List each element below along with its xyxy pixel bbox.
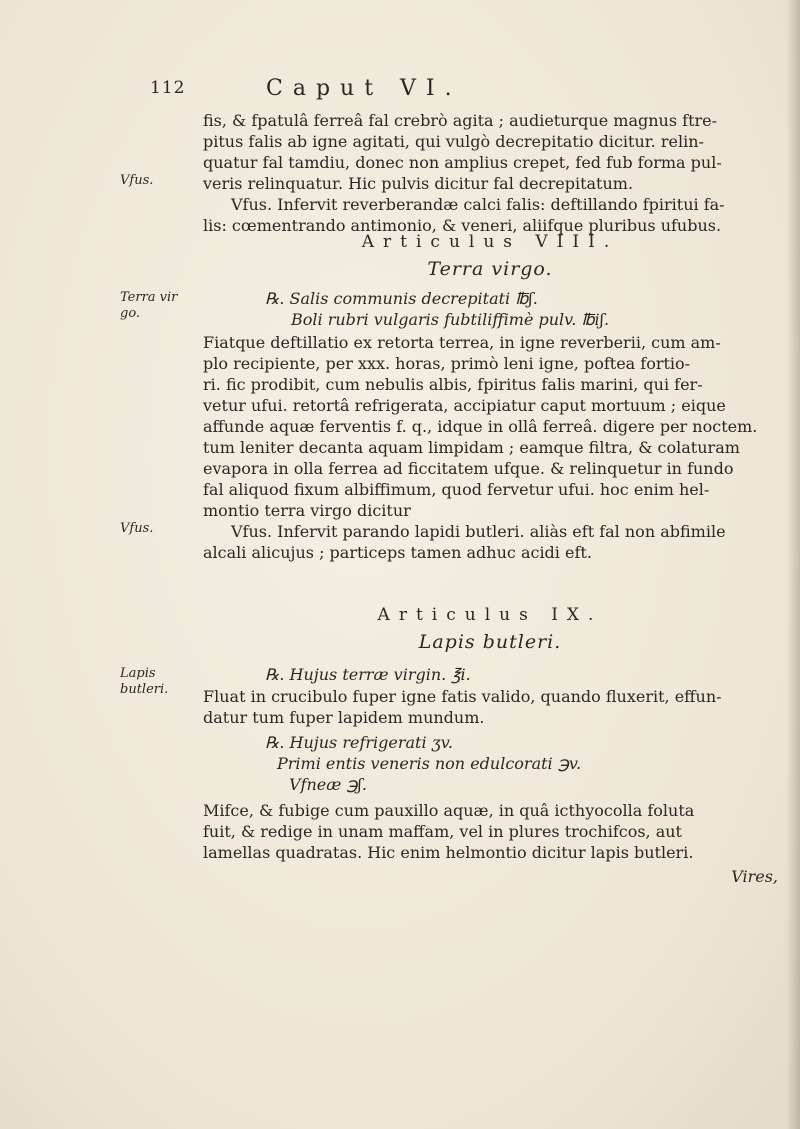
article-9-subtitle: Lapis butleri. <box>418 631 562 653</box>
article-8-subtitle: Terra virgo. <box>427 258 553 280</box>
article-9-recipe <box>265 664 765 685</box>
recipe-line: Primi entis veneris non edulcorati ℈v. <box>277 754 582 773</box>
page-header <box>150 76 770 106</box>
margin-note-lapis-butleri: Lapis butleri. <box>120 666 169 697</box>
article-9-text-b <box>203 800 778 863</box>
text-line: ri. fic prodibit, cum nebulis albis, fpiritus falis marini, qui fer- <box>203 375 703 394</box>
text-line: montio terra virgo dicitur <box>203 501 411 520</box>
text-line: lis: cœmentrando antimonio, & veneri, aliifque pluribus ufubus. <box>203 216 722 235</box>
text-line: alcali alicujus ; particeps tamen adhuc acidi eft. <box>203 543 592 562</box>
section1-text <box>203 110 778 236</box>
text-line: fuit, & redige in unam maffam, vel in plures trochifcos, aut <box>203 822 682 841</box>
text-line: Vfus. Infervit parando lapidi butleri. aliàs eft fal non abfimile <box>231 522 726 541</box>
text-line: Fiatque deftillatio ex retorta terrea, in igne reverberii, cum am- <box>203 333 721 352</box>
text-line: fis, & fpatulâ ferreâ fal crebrò agita ; audieturque magnus ftre- <box>203 111 718 130</box>
text-line: affunde aquæ ferventis f. q., idque in ollâ ferreâ. digere per noctem. <box>203 417 758 436</box>
text-line: lamellas quadratas. Hic enim helmontio dicitur lapis butleri. <box>203 843 694 862</box>
text-line: Vfus. Infervit reverberandæ calci falis: deftillando fpiritui fa- <box>231 195 725 214</box>
text-line: datur tum fuper lapidem mundum. <box>203 708 485 727</box>
article-8-text <box>203 332 778 563</box>
text-line: Mifce, & fubige cum pauxillo aquæ, in quâ icthyocolla foluta <box>203 801 695 820</box>
article-8-recipe <box>265 288 765 330</box>
text-line: quatur fal tamdiu, donec non amplius crepet, fed fub forma pul- <box>203 153 722 172</box>
text-line: plo recipiente, per xxx. horas, primò leni igne, poftea fortio- <box>203 354 691 373</box>
article-8-title: Articulus VIII. <box>361 232 619 252</box>
recipe-line: Boli rubri vulgaris fubtiliffimè pulv. ℔iʃ. <box>291 310 610 329</box>
article-9-text-a <box>203 686 778 728</box>
text-line: veris relinquatur. Hic pulvis dicitur fal decrepitatum. <box>203 174 634 193</box>
text-line: evapora in olla ferrea ad ficcitatem ufque. & relinquetur in fundo <box>203 459 734 478</box>
recipe-line: ℞. Hujus terræ virgin. ℥i. <box>265 665 471 684</box>
article-9-recipe-2 <box>265 732 765 795</box>
recipe-line: Vfneæ ℈ʃ. <box>289 775 367 794</box>
page-number: 112 <box>150 78 186 98</box>
text-line: tum leniter decanta aquam limpidam ; eamque filtra, & colaturam <box>203 438 740 457</box>
margin-note-terra-virgo: Terra vir go. <box>120 290 178 321</box>
catchword: Vires, <box>731 867 778 886</box>
recipe-line: ℞. Salis communis decrepitati ℔ʃ. <box>265 289 538 308</box>
page-edge-shadow <box>786 0 800 1129</box>
text-line: fal aliquod fixum albiffimum, quod fervetur ufui. hoc enim hel- <box>203 480 710 499</box>
margin-note-usus-2: Vfus. <box>120 521 154 536</box>
recipe-line: ℞. Hujus refrigerati ʒv. <box>265 733 453 752</box>
margin-note-usus: Vfus. <box>120 173 154 188</box>
text-line: Fluat in crucibulo fuper igne fatis valido, quando fluxerit, effun- <box>203 687 722 706</box>
article-9-title: Articulus IX. <box>377 605 603 625</box>
text-line: vetur ufui. retortâ refrigerata, accipiatur caput mortuum ; eique <box>203 396 726 415</box>
text-line: pitus falis ab igne agitati, qui vulgò decrepitatio dicitur. relin- <box>203 132 704 151</box>
running-head: Caput VI. <box>266 76 462 101</box>
